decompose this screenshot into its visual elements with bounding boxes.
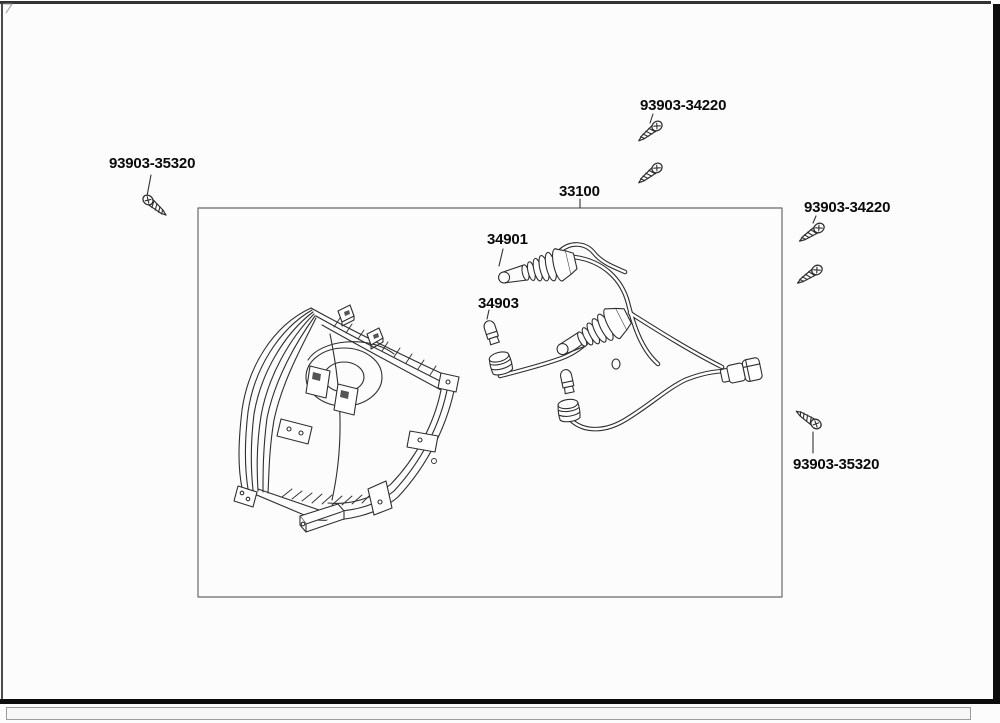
leader-lines (147, 114, 816, 453)
position-bulb-2-art (559, 369, 575, 394)
screw-top-left-art (141, 193, 169, 218)
position-bulb-art (483, 319, 501, 345)
part-label-screw-top-left: 93903-35320 (109, 155, 196, 172)
part-label-headlamp-bulb: 34901 (487, 231, 528, 248)
harness-connector-art (719, 357, 763, 387)
screw-art-group (141, 119, 826, 431)
assembly-boundary-box (198, 208, 782, 597)
screw-right-art-2 (795, 263, 824, 287)
part-label-screw-bottom-right: 93903-35320 (793, 456, 880, 473)
part-label-headlight-assembly: 33100 (559, 183, 600, 200)
screw-top-center-art-2 (636, 161, 664, 186)
part-label-screw-right: 93903-34220 (804, 199, 891, 216)
screw-right-art-1 (797, 221, 826, 245)
corner-artifact (4, 4, 12, 13)
bulb-socket-2-art (557, 398, 581, 423)
headlamp-bulb-art (495, 245, 579, 295)
headlight-housing-art (234, 305, 459, 532)
screw-bottom-right-art (794, 407, 823, 430)
part-label-screw-top-center: 93903-34220 (640, 97, 727, 114)
part-label-position-bulb: 34903 (478, 295, 519, 312)
